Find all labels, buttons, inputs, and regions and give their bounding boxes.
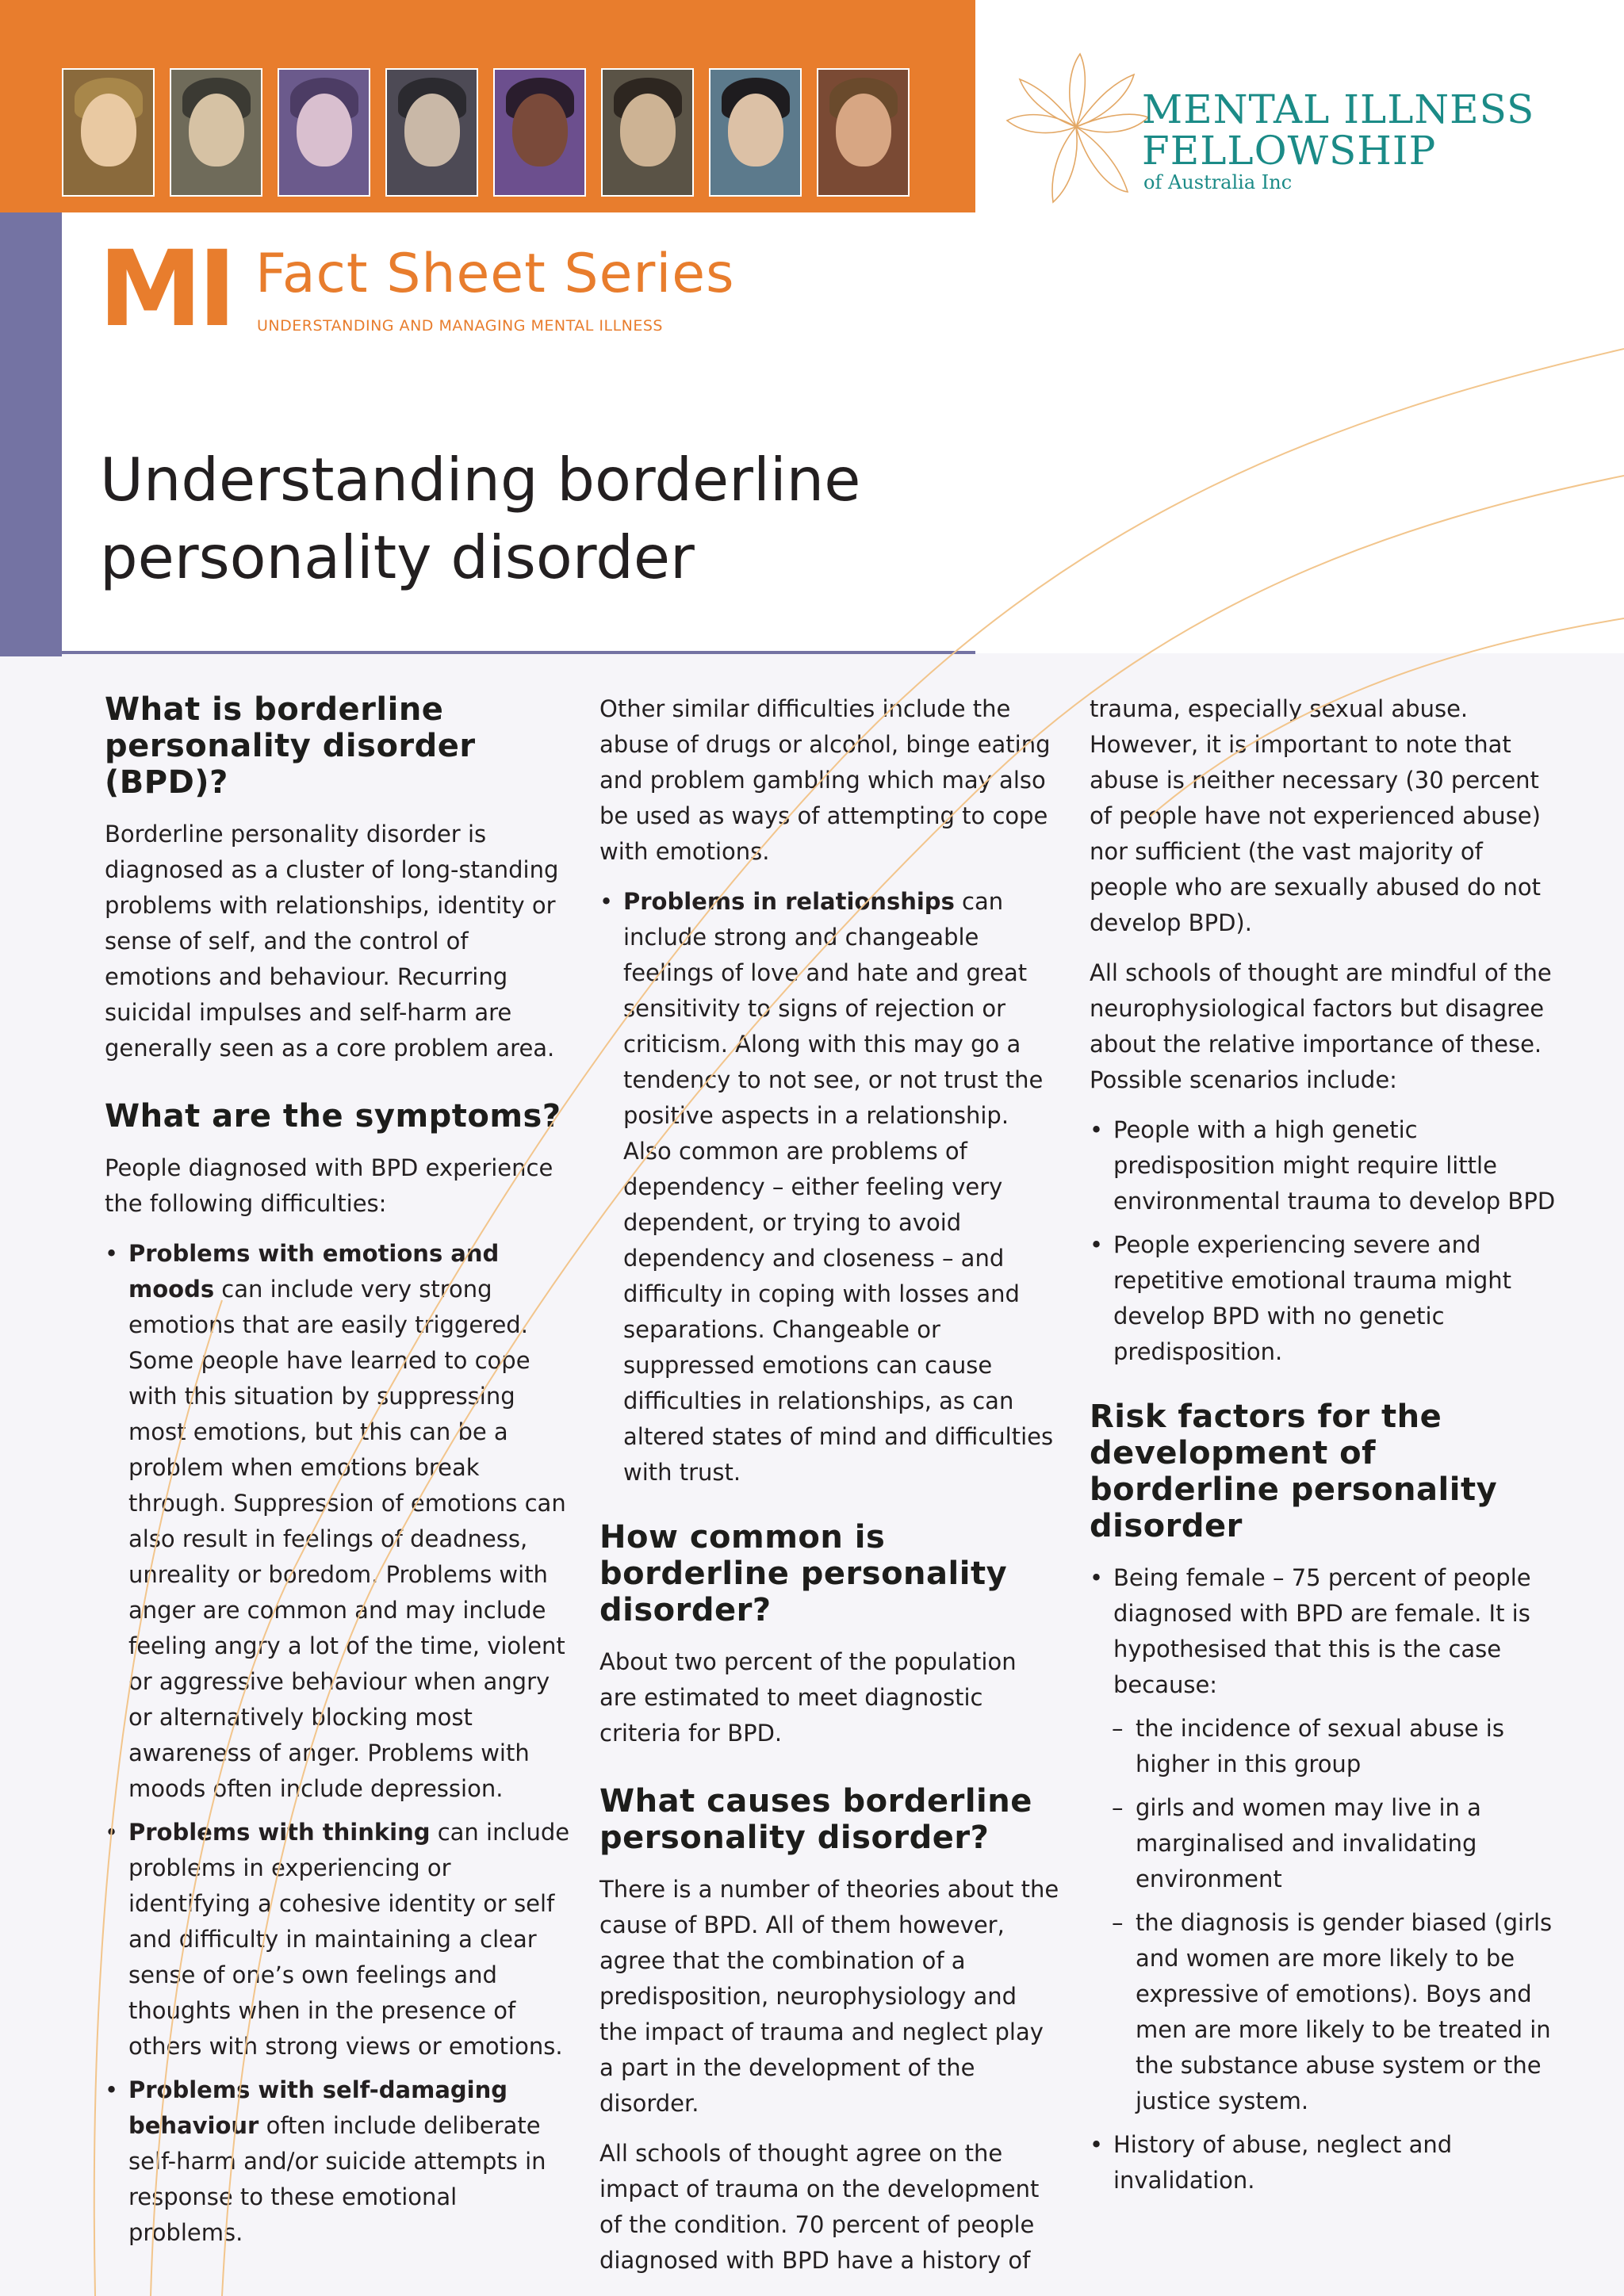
series-subtitle: UNDERSTANDING AND MANAGING MENTAL ILLNESS bbox=[257, 317, 663, 335]
portrait-photo bbox=[385, 68, 478, 197]
list-item-title: Problems in relationships bbox=[623, 888, 955, 915]
column-3 bbox=[1090, 691, 1565, 2210]
header-divider bbox=[62, 651, 975, 654]
page-title-line1: Understanding borderline bbox=[100, 445, 861, 515]
risk-factor-list bbox=[1090, 1560, 1565, 1703]
list-item bbox=[599, 884, 1059, 1490]
flower-logo-icon bbox=[1001, 48, 1151, 214]
portrait-photo bbox=[817, 68, 910, 197]
paragraph: People diagnosed with BPD experience the following difficulties: bbox=[105, 1154, 553, 1217]
series-mark: MI bbox=[98, 228, 232, 350]
risk-reason-list bbox=[1090, 1711, 1565, 2119]
list-item-text: can include problems in experiencing or identifying a cohesive identity or self and difficulty in maintaining a clear sense of one’s own feelings and thoughts when in the presence of others with strong views or emotions. bbox=[128, 1819, 570, 2060]
portrait-photo bbox=[62, 68, 155, 197]
page-title bbox=[100, 441, 860, 596]
section-heading: How common is borderline personality disorder? bbox=[599, 1519, 1008, 1628]
section-heading: What causes borderline personality disorder? bbox=[599, 1783, 1032, 1856]
paragraph: trauma, especially sexual abuse. However, it is important to note that abuse is neither necessary (30 percent of people have not experienced abuse) nor sufficient (the vast majority of people who are sexually abused do not develop BPD). bbox=[1090, 695, 1541, 936]
org-subtitle: of Australia Inc bbox=[1143, 171, 1293, 193]
list-item bbox=[105, 1815, 573, 2064]
list-item bbox=[105, 2072, 573, 2251]
portrait-photo bbox=[170, 68, 262, 197]
series-title: Fact Sheet Series bbox=[255, 243, 735, 305]
scenario-list bbox=[1090, 1112, 1565, 1370]
portrait-photo bbox=[278, 68, 370, 197]
list-item bbox=[105, 1236, 573, 1807]
list-item: • People with a high genetic predisposition might require little environmental trauma to develop BPD bbox=[1090, 1112, 1565, 1219]
org-name bbox=[1142, 86, 1535, 174]
list-item: – the incidence of sexual abuse is higher in this group bbox=[1090, 1711, 1565, 1782]
paragraph: There is a number of theories about the cause of BPD. All of them however, agree that the combination of a predisposition, neurophysiology and the impact of trauma and neglect play a part in the development of the disorder. bbox=[599, 1876, 1059, 2117]
symptom-list bbox=[105, 1236, 573, 2251]
portrait-strip bbox=[62, 68, 918, 197]
section-heading: What are the symptoms? bbox=[105, 1098, 561, 1135]
paragraph: Other similar difficulties include the abuse of drugs or alcohol, binge eating and problem gambling which may also be used as ways of attempting to cope with emotions. bbox=[599, 695, 1051, 865]
section-heading: Risk factors for the development of borderline personality disorder bbox=[1090, 1399, 1498, 1544]
list-item-text: can include strong and changeable feelings of love and hate and great sensitivity to signs of rejection or criticism. Along with this may go a tendency to not see, or not trust the positive aspects in a relationship. Also common are problems of dependency – either feeling very dependent, or trying to avoid dependency and closeness – and difficulty in coping with losses and separations. Changeable or suppressed emotions can cause difficulties in relationships, as can altered states of mind and difficulties with trust. bbox=[623, 888, 1054, 1486]
paragraph: Borderline personality disorder is diagnosed as a cluster of long-standing problems with relationships, identity or sense of self, and the control of emotions and behaviour. Recurring suicidal impulses and self-harm are generally seen as a core problem area. bbox=[105, 821, 559, 1062]
list-item: • People experiencing severe and repetitive emotional trauma might develop BPD with no genetic predisposition. bbox=[1090, 1227, 1565, 1370]
list-item-title: Problems with self-damaging behaviour bbox=[128, 2076, 508, 2139]
org-name-line2: FELLOWSHIP bbox=[1142, 128, 1437, 174]
paragraph: About two percent of the population are estimated to meet diagnostic criteria for BPD. bbox=[599, 1648, 1017, 1747]
org-name-line1: MENTAL ILLNESS bbox=[1142, 86, 1535, 132]
list-item: • Being female – 75 percent of people diagnosed with BPD are female. It is hypothesised that this is the case because: bbox=[1090, 1560, 1565, 1703]
risk-factor-list-2 bbox=[1090, 2127, 1565, 2198]
page-title-line2: personality disorder bbox=[100, 522, 695, 592]
paragraph: All schools of thought are mindful of the neurophysiological factors but disagree about the relative importance of these. Possible scenarios include: bbox=[1090, 959, 1552, 1093]
list-item: – the diagnosis is gender biased (girls and women are more likely to be expressive of emotions). Boys and men are more likely to be treated in the substance abuse system or the justice system. bbox=[1090, 1905, 1565, 2119]
column-1 bbox=[105, 691, 573, 2262]
portrait-photo bbox=[493, 68, 586, 197]
column-2 bbox=[599, 691, 1059, 2293]
list-item-title: Problems with emotions and moods bbox=[128, 1240, 500, 1303]
list-item-text: often include deliberate self-harm and/or suicide attempts in response to these emotional problems. bbox=[128, 2112, 546, 2246]
list-item: – girls and women may live in a marginalised and invalidating environment bbox=[1090, 1790, 1565, 1897]
list-item: • History of abuse, neglect and invalidation. bbox=[1090, 2127, 1565, 2198]
portrait-photo bbox=[601, 68, 694, 197]
portrait-photo bbox=[709, 68, 802, 197]
list-item-text: can include very strong emotions that are easily triggered. Some people have learned to cope with this situation by suppressing most emotions, but this can be a problem when emotions break through. Suppression of emotions can also result in feelings of deadness, unreality or boredom. Problems with anger are common and may include feeling angry a lot of the time, violent or aggressive behaviour when angry or alternatively blocking most awareness of anger. Problems with moods often include depression. bbox=[128, 1276, 566, 1802]
symptom-list-continued bbox=[599, 884, 1059, 1490]
side-accent-bar bbox=[0, 212, 62, 656]
section-heading: What is borderline personality disorder (BPD)? bbox=[105, 691, 476, 801]
list-item-title: Problems with thinking bbox=[128, 1819, 431, 1846]
paragraph: All schools of thought agree on the impact of trauma on the development of the condition. 70 percent of people diagnosed with BPD have a history of bbox=[599, 2140, 1040, 2274]
